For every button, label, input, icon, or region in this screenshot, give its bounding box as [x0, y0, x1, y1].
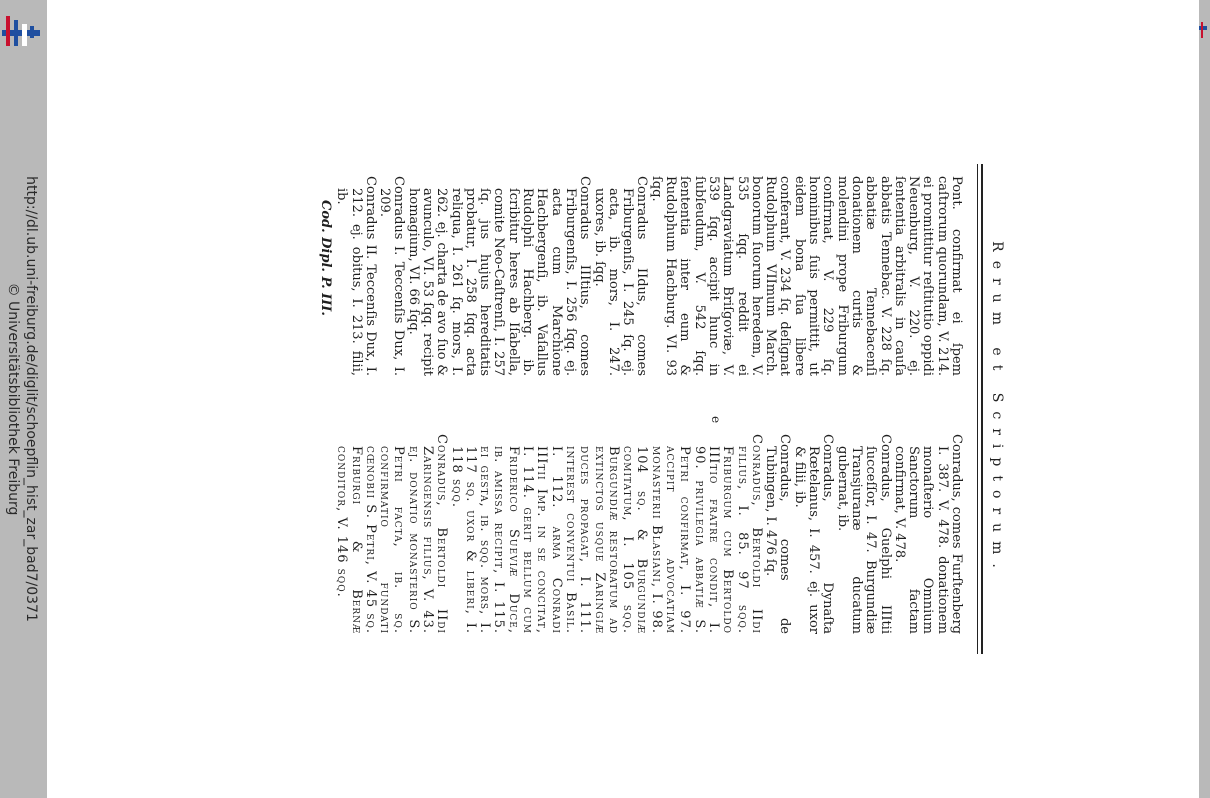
- column-left: [318, 176, 963, 376]
- index-entry: Conradus, comes Furſtenberg I. 387. V. 478. donationem monaſterio Omnium Sanctorum factam confirmat, V. 478.: [891, 434, 964, 634]
- signature-mark: Cod. Dipl. P. III.: [317, 200, 333, 316]
- copyright-notice: © Universitätsbibliothek Freiburg: [5, 282, 21, 516]
- index-entry: Conradus I. Teccenſis Dux, I. 209.: [377, 176, 407, 376]
- source-url[interactable]: http://dl.ub.uni-freiburg.de/diglit/schoepflin_hist_zar_bad7/0371: [23, 176, 39, 622]
- index-entry: Conradus IIdus, comes Friburgenſis, I. 245 ſq. ej. acta, ib. mors, I. 247. uxores, ib. ſqq.: [591, 176, 650, 376]
- catchword: e: [709, 416, 723, 424]
- header-rule: [977, 164, 983, 654]
- index-entry: Conradus, Guelphi IIItii ſucceſſor, I. 47. Burgundiæ Transjuranæ ducatum gubernat, ib.: [834, 434, 893, 634]
- running-header: Rerum et Scriptorum.: [989, 241, 1005, 577]
- column-right: [334, 434, 963, 634]
- index-entry: Conradus IIItius, comes Friburgenſis, I. 256 ſqq. ej. acta cum Marchione Hachbergenſi, ib. Vaſallus Rudolphi Hachberg. ib. ſcribitur heres ab Iſabella, comite Neo-Caſtrenſi, I. 257 ſq. jus hujus hereditatis probatur, I. 258 ſqq. acta reliqua, I. 261 ſq. mors, I. 262. ej. charta de avo ſuo & avunculo, VI. 53 ſqq. recipit homagium, VI. 66 ſqq.: [405, 176, 593, 376]
- rotated-page-content: [245, 164, 1005, 654]
- index-entry: Conradus II. Teccenſis Dux, I. 212. ej. obitus, I. 213. filii, ib.: [334, 176, 378, 376]
- index-entry: Conradus, Dynaſta Rœtelanus, I. 457. ej. uxor & filii, ib.: [791, 434, 836, 634]
- index-entry: Conradus, Bertoldi IIdi Zaringenſis filius, V. 43. ej. donatio monaſterio S. Petri facta, ib. ſq. confirmatio fundati cœnobii S. Petri, V. 45 ſq. Friburgi & Bernæ conditor, V. 146 ſqq.: [334, 434, 450, 634]
- index-entry: Pont. confirmat ei ſpem caſtrorum quorundam, V. 214. ei promittitur reſtitutio oppidi Neuenburg, V. 220. ej. ſententia arbitralis in cauſa abbatis Tennebac. V. 228 ſq. abbatiæ Tennebacenſi donationem curtis & molendini prope Friburgum confirmat, V. 229 ſq. hominibus ſuis permittit, ut eidem bona ſua libere conferant, V. 234 ſq. deſignat Rudolphum VIImum March. bonorum ſuorum heredem, V. 535 ſqq. reddit ei Landgraviatum Briſgoviæ, V. 539 ſqq. accipit hunc in ſubſeudum, V. 542 ſqq. ſententia inter eum & Rudolphum Hachburg. VI. 93 ſqq.: [648, 176, 964, 376]
- index-entry: Conradus, comes de Tubingen, I. 476 ſq.: [763, 434, 793, 634]
- index-entry: Conradus, Bertoldi IIdi filius, I. 85. 97 ſqq. Friburgum cum Bertoldo IIItio fratre condit, I. 90. privilegia abbatiæ S. Petri confirmat, I. 97. accipit advocatiam monaſterii Blaſiani, I. 98. 104 ſq. & Burgundiæ comitatum, I. 105 ſqq. Burgundiæ reſtoratum ad extinctos uſque Zaringiæ duces propagat, I. 111. intereſt conventui Baſil. I. 112. arma Conradi IIItii Imp. in ſe concitat, I. 114. gerit bellum cum Friderico Sueviæ Duce, ib. amiſſa recipit, I. 115. ei geſta, ib. ſqq. mors, I. 117 ſq. uxor & liberi, I. 118 ſqq.: [448, 434, 764, 634]
